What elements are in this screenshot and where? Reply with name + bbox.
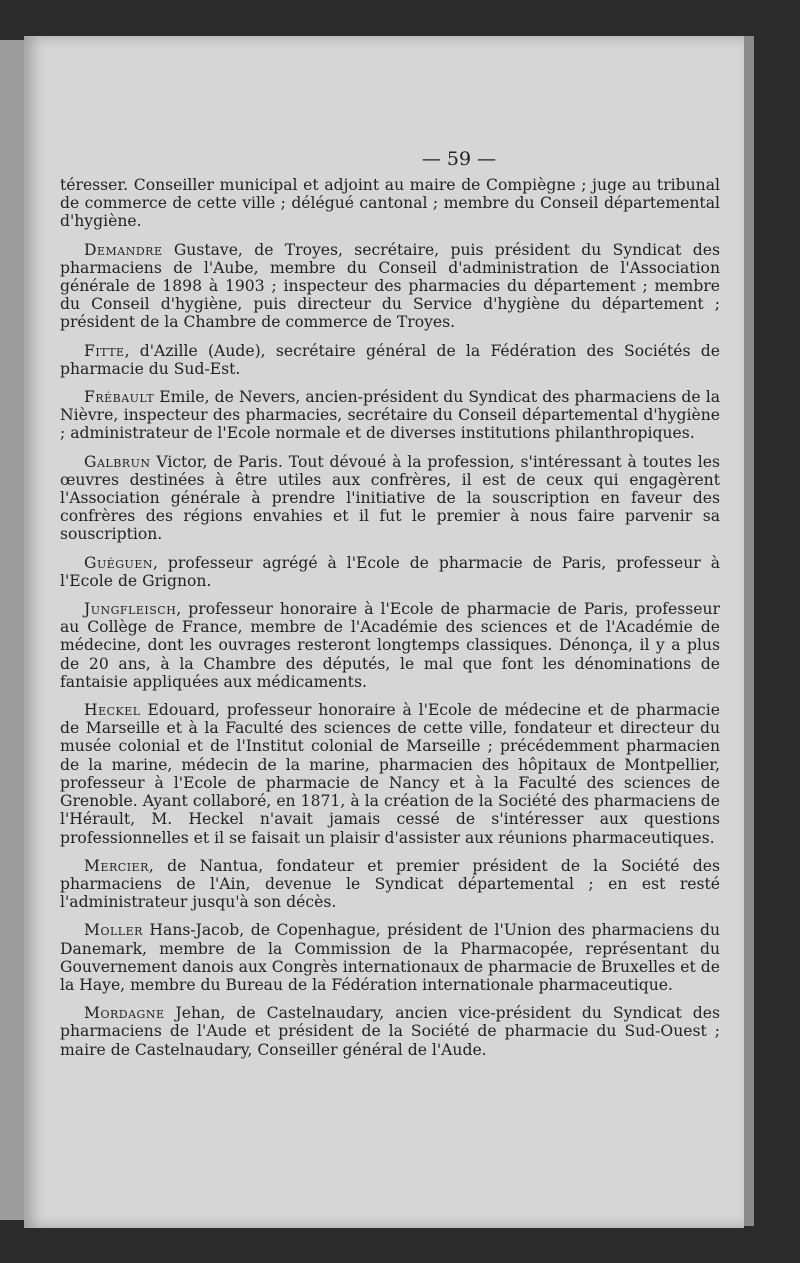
entry-fitte <box>60 342 720 378</box>
entry-text: Gustave, de Troyes, secrétaire, puis président du Syndicat des pharmaciens de l'Aube, membre du Conseil d'administration de l'Association générale de 1898 à 1903 ; inspecteur des pharmacies du département ; membre du Conseil d'hygiène, puis directeur du Service d'hygiène du département ; président de la Chambre de commerce de Troyes. <box>60 240 720 332</box>
entry-name: Jungfleisch <box>84 600 177 619</box>
entry-text: , professeur honoraire à l'Ecole de pharmacie de Paris, professeur au Collège de France, membre de l'Académie des sciences et de l'Académie de médecine, dont les ouvrages resteront longtemps classiques. Dénonça, il y a plus de 20 ans, à la Chambre des députés, le mal que font les dénominations de fantaisie appliquées aux médicaments. <box>60 600 720 691</box>
entry-moller <box>60 921 720 994</box>
entry-text: Jehan, de Castelnaudary, ancien vice-président du Syndicat des pharmaciens de l'Aude et président de la Société de pharmacie du Sud-Ouest ; maire de Castelnaudary, Conseiller général de l'Aude. <box>60 1004 720 1059</box>
entry-jungfleisch <box>60 600 720 691</box>
book-page <box>24 36 744 1228</box>
page-number: — 59 — <box>421 148 497 170</box>
entry-name: Mercier <box>84 856 149 875</box>
entry-text: , de Nantua, fondateur et premier président de la Société des pharmaciens de l'Ain, devenue le Syndicat départemental ; en est resté l'administrateur jusqu'à son décès. <box>60 856 720 912</box>
entry-heckel <box>60 701 720 847</box>
page-body <box>60 176 720 1069</box>
entry-text: Victor, de Paris. Tout dévoué à la profession, s'intéressant à toutes les œuvres destinées à être utiles aux confrères, il est de ceux qui engagèrent l'Association générale à prendre l'initiative de la souscription en faveur des confrères des régions envahies et il fut le premier à nous faire parvenir sa souscription. <box>60 452 720 544</box>
entry-text: , d'Azille (Aude), secrétaire général de la Fédération des Sociétés de pharmacie du Sud-Est. <box>60 341 720 378</box>
entry-gueguen <box>60 554 720 590</box>
entry-name: Fitte <box>84 341 125 360</box>
entry-text: Emile, de Nevers, ancien-président du Syndicat des pharmaciens de la Nièvre, inspecteur des pharmacies, secrétaire du Conseil départemental d'hygiène ; administrateur de l'Ecole normale et de diverses institutions philanthropiques. <box>60 388 720 443</box>
entry-text: Edouard, professeur honoraire à l'Ecole de médecine et de pharmacie de Marseille et à la Faculté des sciences de cette ville, fondateur et directeur du musée colonial et de l'Institut colonial de Marseille ; précédemment pharmacien de la marine, médecin de la marine, pharmacien des hôpitaux de Montpellier, professeur à l'Ecole de pharmacie de Nancy et à la Faculté des sciences de Grenoble. Ayant collaboré, en 1871, à la création de la Société des pharmaciens de l'Hérault, M. Heckel n'avait jamais cessé de s'intéresser aux questions professionnelles et il se faisait un plaisir d'assister aux réunions pharmaceutiques. <box>60 701 720 847</box>
paragraph-continued: téresser. Conseiller municipal et adjoint au maire de Compiègne ; juge au tribunal de commerce de cette ville ; délégué cantonal ; membre du Conseil départemental d'hygiène. <box>60 176 720 231</box>
entry-name: Moller <box>84 921 143 940</box>
entry-galbrun <box>60 453 720 544</box>
entry-name: Guéguen <box>84 553 153 572</box>
entry-name: Galbrun <box>84 452 151 471</box>
entry-name: Mordagne <box>84 1004 165 1023</box>
entry-name: Frébault <box>84 388 155 407</box>
entry-demandre <box>60 241 720 332</box>
entry-frebault <box>60 388 720 443</box>
entry-mercier <box>60 857 720 912</box>
entry-name: Demandre <box>84 240 163 259</box>
entry-text: , professeur agrégé à l'Ecole de pharmacie de Paris, professeur à l'Ecole de Grignon. <box>60 553 720 590</box>
entry-text: Hans-Jacob, de Copenhague, président de l'Union des pharmaciens du Danemark, membre de la Commission de la Pharmacopée, représentant du Gouvernement danois aux Congrès internationaux de pharmacie de Bruxelles et de la Haye, membre du Bureau de la Fédération internationale pharmaceutique. <box>60 921 720 994</box>
entry-name: Heckel <box>84 701 141 720</box>
entry-mordagne <box>60 1004 720 1059</box>
